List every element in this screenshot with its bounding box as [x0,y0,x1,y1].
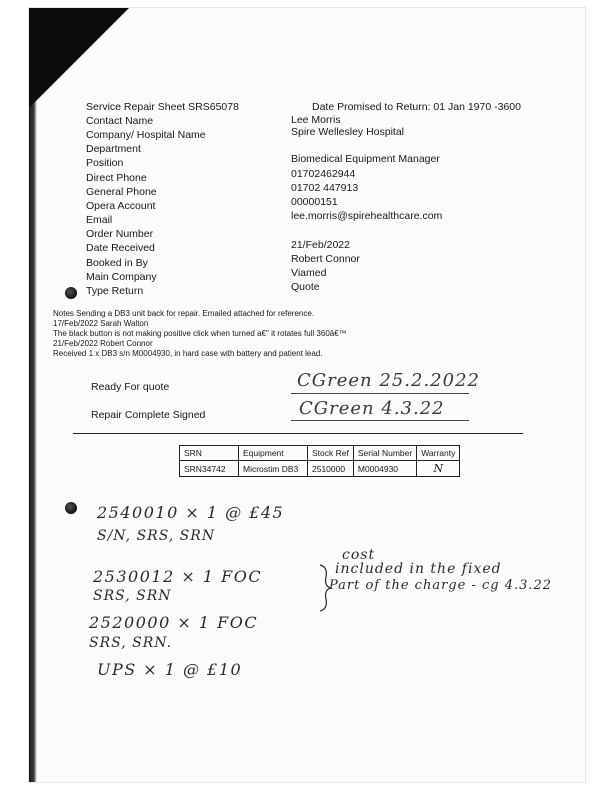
main-company-value: Viamed [291,267,327,279]
scanned-page [29,8,585,782]
booked-in-by-value: Robert Connor [291,253,360,265]
date-received-value: 21/Feb/2022 [291,239,350,251]
table-cell: N [417,461,460,477]
notes-line: 17/Feb/2022 Sarah Walton [53,319,149,328]
handwritten-note: cost [342,547,376,563]
table-cell: Microstim DB3 [239,461,308,477]
ready-for-quote-signature: CGreen 25.2.2022 [297,370,480,391]
email-value: lee.morris@spirehealthcare.com [291,210,443,222]
column-header: Equipment [239,446,308,461]
parts-table [179,445,460,477]
handwritten-line: 2530012 × 1 FOC [93,567,263,586]
handwritten-line: 2520000 × 1 FOC [89,613,259,632]
handwritten-line: S/N, SRS, SRN [97,528,216,544]
type-return-value: Quote [291,281,320,293]
handwritten-line: SRS, SRN. [89,635,173,651]
notes-line: Received 1 x DB3 s/n M0004930, in hard case with battery and patient lead. [53,349,323,358]
handwritten-note: Part of the charge - cg 4.3.22 [329,578,553,593]
field-label: Order Number [86,228,154,240]
general-phone-value: 01702 447913 [291,182,359,194]
handwritten-line: UPS × 1 @ £10 [97,660,243,679]
signature-line [291,420,469,421]
punch-hole [65,502,77,514]
table-header-row [180,446,460,461]
section-divider [73,433,523,434]
scan-shadow-left [29,8,37,782]
field-label: Type Return [86,285,144,297]
field-label: Email [86,214,113,226]
column-header: Serial Number [353,446,416,461]
signature-line [291,393,469,394]
punch-hole [65,287,77,299]
field-label: Company/ Hospital Name [86,129,206,141]
field-label: Direct Phone [86,172,147,184]
opera-account-value: 00000151 [291,196,338,208]
table-cell: M0004930 [353,461,416,477]
field-label: Opera Account [86,200,156,212]
repair-complete-label: Repair Complete Signed [91,409,206,421]
column-header: Stock Ref [308,446,354,461]
column-header: SRN [180,446,239,461]
table-row [180,461,460,477]
position-value: Biomedical Equipment Manager [291,153,440,165]
field-label: Booked in By [86,257,148,269]
direct-phone-value: 01702462944 [291,168,356,180]
field-label: Date Received [86,242,155,254]
field-label: General Phone [86,186,157,198]
field-label: Contact Name [86,115,154,127]
sheet-title: Service Repair Sheet SRS65078 [86,101,239,113]
notes-line: Notes Sending a DB3 unit back for repair. Emailed attached for reference. [53,309,315,318]
notes-line: The black button is not making positive click when turned a€" it rotates full 360â€™ [53,329,347,338]
folded-corner-shadow [29,8,129,108]
field-label: Position [86,157,124,169]
hospital-name-value: Spire Wellesley Hospital [291,126,405,138]
field-label: Main Company [86,271,157,283]
handwritten-note: included in the fixed [335,561,502,577]
table-cell: SRN34742 [180,461,239,477]
field-label: Department [86,143,141,155]
handwritten-line: 2540010 × 1 @ £45 [97,503,285,522]
column-header: Warranty [417,446,460,461]
notes-line: 21/Feb/2022 Robert Connor [53,339,153,348]
table-cell: 2510000 [308,461,354,477]
handwritten-line: SRS, SRN [93,588,172,604]
contact-name-value: Lee Morris [291,114,341,126]
date-promised: Date Promised to Return: 01 Jan 1970 -3600 [312,101,521,113]
ready-for-quote-label: Ready For quote [91,381,170,393]
repair-complete-signature: CGreen 4.3.22 [299,398,445,419]
